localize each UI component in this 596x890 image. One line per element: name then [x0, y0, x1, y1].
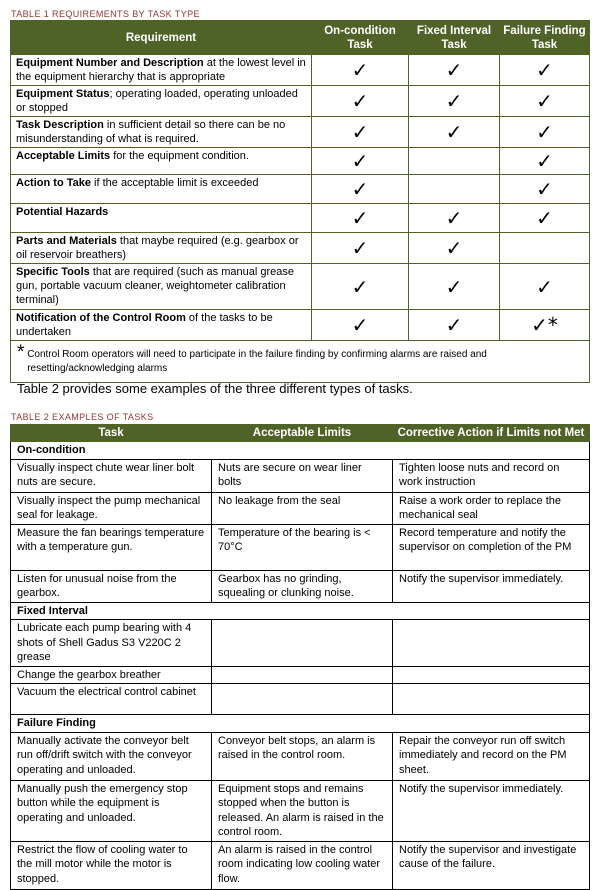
table2-caption: TABLE 2 EXAMPLES OF TASKS	[11, 412, 154, 422]
table-row	[11, 459, 590, 492]
check-mark-icon	[409, 175, 500, 204]
intro-paragraph: Table 2 provides some examples of the three different types of tasks.	[17, 381, 413, 396]
header-on-condition: On-condition Task	[312, 21, 409, 55]
acceptable-limit-cell: Gearbox has no grinding, squealing or clunking noise.	[212, 570, 393, 602]
requirement-cell: Parts and Materials that maybe required (e.g. gearbox or oil reservoir breathers)	[11, 233, 312, 264]
corrective-action-cell: Notify the supervisor immediately.	[393, 570, 590, 602]
corrective-action-cell: Repair the conveyor run off switch immediately and record on the PM sheet.	[393, 732, 590, 780]
corrective-action-cell: Raise a work order to replace the mechanical seal	[393, 492, 590, 524]
acceptable-limit-cell	[212, 620, 393, 667]
check-mark-icon: ✓	[409, 233, 500, 264]
header-task: Task	[11, 425, 212, 442]
check-mark-icon: ✓	[500, 86, 590, 117]
corrective-action-cell: Notify the supervisor immediately.	[393, 780, 590, 841]
task-cell: Measure the fan bearings temperature with a temperature gun.	[11, 524, 212, 570]
requirement-cell: Equipment Status; operating loaded, operating unloaded or stopped	[11, 86, 312, 117]
check-mark-icon: ✓	[312, 55, 409, 86]
table-row	[11, 666, 590, 684]
requirement-cell: Equipment Number and Description at the lowest level in the equipment hierarchy that is appropriate	[11, 55, 312, 86]
check-mark-icon: ✓	[409, 86, 500, 117]
check-mark-icon: ✓	[409, 204, 500, 233]
acceptable-limit-cell	[212, 684, 393, 715]
header-fixed-interval: Fixed Interval Task	[409, 21, 500, 55]
section-row	[11, 602, 590, 620]
corrective-action-cell: Tighten loose nuts and record on work instruction	[393, 459, 590, 492]
header-acceptable-limits: Acceptable Limits	[212, 425, 393, 442]
table-row	[11, 780, 590, 841]
requirement-cell: Specific Tools that are required (such as manual grease gun, portable vacuum cleaner, weightometer calibration terminal)	[11, 264, 312, 310]
check-mark-icon: ✓	[500, 117, 590, 148]
corrective-action-cell: Notify the supervisor and investigate cause of the failure.	[393, 841, 590, 889]
check-mark-icon: ✓	[312, 175, 409, 204]
table-row	[11, 732, 590, 780]
table-row	[11, 570, 590, 602]
task-cell: Change the gearbox breather	[11, 666, 212, 684]
check-mark-icon: ✓	[500, 148, 590, 175]
corrective-action-cell	[393, 684, 590, 715]
section-title: Failure Finding	[11, 715, 590, 733]
table-row	[11, 310, 590, 341]
check-mark-icon: ✓	[312, 86, 409, 117]
table-row	[11, 620, 590, 667]
header-requirement: Requirement	[11, 21, 312, 55]
table-row	[11, 204, 590, 233]
table-row	[11, 684, 590, 715]
table-row	[11, 233, 590, 264]
examples-table	[10, 424, 590, 890]
header-failure-finding: Failure Finding Task	[500, 21, 590, 55]
table-row	[11, 86, 590, 117]
requirement-cell: Acceptable Limits for the equipment condition.	[11, 148, 312, 175]
task-cell: Visually inspect chute wear liner bolt nuts are secure.	[11, 459, 212, 492]
check-mark-icon: ✓	[500, 204, 590, 233]
check-mark-icon: ✓	[312, 148, 409, 175]
acceptable-limit-cell: Nuts are secure on wear liner bolts	[212, 459, 393, 492]
acceptable-limit-cell: Equipment stops and remains stopped when the button is released. An alarm is raised in the control room.	[212, 780, 393, 841]
footnote	[11, 341, 590, 383]
table-row	[11, 55, 590, 86]
table-row	[11, 148, 590, 175]
footnote-row	[11, 341, 590, 383]
table-row	[11, 492, 590, 524]
section-title: Fixed Interval	[11, 602, 590, 620]
check-mark-icon: ✓	[312, 117, 409, 148]
check-mark-icon: ✓	[409, 117, 500, 148]
task-cell: Lubricate each pump bearing with 4 shots of Shell Gadus S3 V220C 2 grease	[11, 620, 212, 667]
acceptable-limit-cell: Conveyor belt stops, an alarm is raised in the control room.	[212, 732, 393, 780]
requirement-cell: Potential Hazards	[11, 204, 312, 233]
corrective-action-cell	[393, 620, 590, 667]
check-mark-icon: ✓	[500, 175, 590, 204]
check-mark-icon: ✓	[312, 233, 409, 264]
table-row	[11, 175, 590, 204]
check-mark-icon: ✓	[409, 55, 500, 86]
check-mark-icon: ✓	[312, 264, 409, 310]
corrective-action-cell	[393, 666, 590, 684]
table-row	[11, 264, 590, 310]
task-cell: Listen for unusual noise from the gearbox.	[11, 570, 212, 602]
corrective-action-cell: Record temperature and notify the supervisor on completion of the PM	[393, 524, 590, 570]
section-row	[11, 442, 590, 460]
requirement-cell: Task Description in sufficient detail so there can be no misunderstanding of what is required.	[11, 117, 312, 148]
table-row	[11, 524, 590, 570]
task-cell: Vacuum the electrical control cabinet	[11, 684, 212, 715]
footnote-text: Control Room operators will need to participate in the failure finding by confirming alarms are raised and resetting/acknowledging alarms	[27, 349, 487, 374]
check-mark-icon: ✓	[409, 264, 500, 310]
requirement-cell: Action to Take if the acceptable limit is exceeded	[11, 175, 312, 204]
header-corrective-action: Corrective Action if Limits not Met	[393, 425, 590, 442]
task-cell: Manually push the emergency stop button while the equipment is operating and unloaded.	[11, 780, 212, 841]
acceptable-limit-cell: An alarm is raised in the control room indicating low cooling water flow.	[212, 841, 393, 889]
acceptable-limit-cell: Temperature of the bearing is < 70°C	[212, 524, 393, 570]
check-mark-icon: ✓	[500, 264, 590, 310]
section-row	[11, 715, 590, 733]
check-mark-icon	[500, 233, 590, 264]
table-row	[11, 841, 590, 889]
task-cell: Restrict the flow of cooling water to the mill motor while the motor is stopped.	[11, 841, 212, 889]
footnote-star: *	[17, 342, 25, 363]
acceptable-limit-cell: No leakage from the seal	[212, 492, 393, 524]
check-mark-icon: ✓	[312, 204, 409, 233]
task-cell: Visually inspect the pump mechanical seal for leakage.	[11, 492, 212, 524]
requirement-cell: Notification of the Control Room of the tasks to be undertaken	[11, 310, 312, 341]
task-cell: Manually activate the conveyor belt run off/drift switch with the conveyor operating and unloaded.	[11, 732, 212, 780]
table-row	[11, 117, 590, 148]
check-mark-icon: ✓	[409, 310, 500, 341]
check-mark-icon: ✓	[312, 310, 409, 341]
table1-caption: TABLE 1 REQUIREMENTS BY TASK TYPE	[11, 9, 200, 19]
section-title: On-condition	[11, 442, 590, 460]
check-mark-icon: ✓*	[500, 310, 590, 341]
requirements-table	[10, 20, 590, 383]
acceptable-limit-cell	[212, 666, 393, 684]
check-mark-icon	[409, 148, 500, 175]
check-mark-icon: ✓	[500, 55, 590, 86]
